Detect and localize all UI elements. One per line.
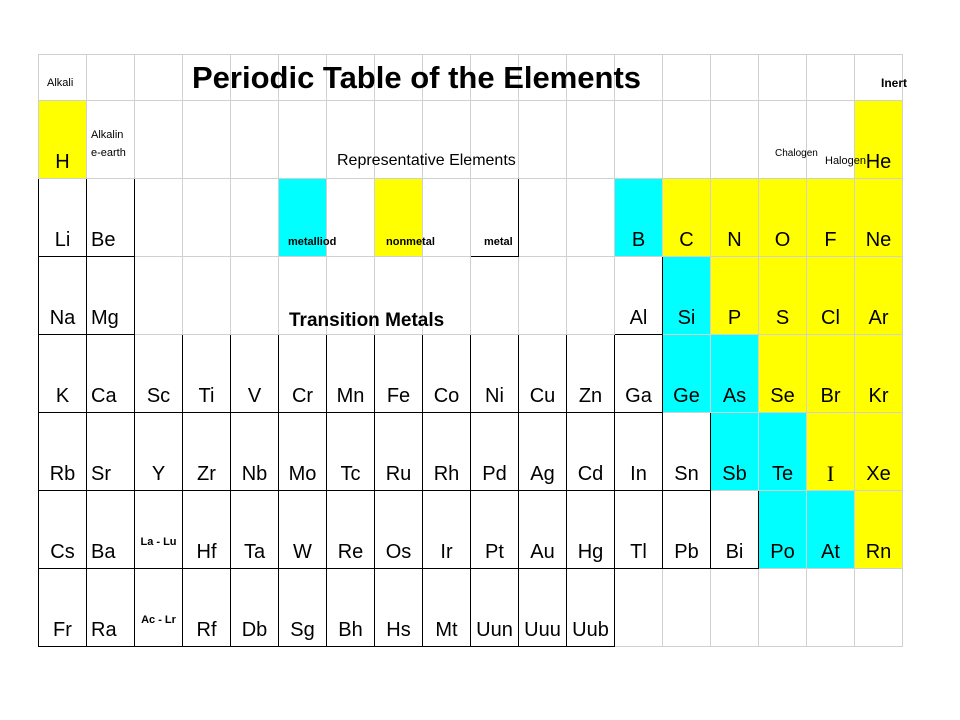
element-symbol: S bbox=[775, 307, 790, 329]
element-cell bbox=[615, 179, 663, 257]
element-symbol: Kr bbox=[868, 385, 889, 407]
element-cell bbox=[231, 413, 279, 491]
grid-cell bbox=[759, 55, 807, 101]
element-cell bbox=[87, 569, 135, 647]
element-symbol: Ru bbox=[385, 463, 412, 485]
element-symbol: Sn bbox=[674, 463, 699, 485]
grid-cell bbox=[711, 55, 759, 101]
element-symbol: Co bbox=[433, 385, 460, 407]
element-cell bbox=[855, 257, 903, 335]
element-symbol: Cd bbox=[577, 463, 604, 485]
element-symbol: Db bbox=[241, 619, 268, 641]
element-cell bbox=[711, 413, 759, 491]
element-symbol: Fe bbox=[386, 385, 411, 407]
element-cell bbox=[183, 413, 231, 491]
element-symbol: Mn bbox=[336, 385, 365, 407]
element-cell bbox=[375, 569, 423, 647]
element-cell bbox=[711, 257, 759, 335]
element-cell bbox=[615, 413, 663, 491]
element-symbol: Uuu bbox=[524, 619, 561, 641]
element-cell bbox=[567, 491, 615, 569]
grid-cell bbox=[135, 101, 183, 179]
grid-cell bbox=[519, 179, 567, 257]
element-symbol: Ta bbox=[243, 541, 266, 563]
element-symbol: As bbox=[722, 385, 747, 407]
element-cell bbox=[807, 257, 855, 335]
element-cell bbox=[375, 491, 423, 569]
element-symbol: Rf bbox=[196, 619, 217, 641]
element-cell bbox=[39, 335, 87, 413]
element-cell bbox=[711, 491, 759, 569]
grid-cell bbox=[519, 101, 567, 179]
legend-metal-label: metal bbox=[484, 236, 513, 248]
grid-cell bbox=[567, 257, 615, 335]
element-cell bbox=[567, 335, 615, 413]
element-symbol: O bbox=[774, 229, 791, 251]
element-symbol: La - Lu bbox=[140, 536, 177, 548]
element-cell bbox=[663, 335, 711, 413]
element-cell bbox=[183, 569, 231, 647]
grid-cell bbox=[759, 101, 807, 179]
element-cell bbox=[87, 335, 135, 413]
grid-cell bbox=[807, 569, 855, 647]
element-symbol: Ra bbox=[91, 619, 117, 641]
element-cell bbox=[279, 569, 327, 647]
group-label-inert: Inert bbox=[881, 76, 908, 90]
element-cell bbox=[327, 335, 375, 413]
element-symbol: Ne bbox=[865, 229, 892, 251]
element-cell bbox=[87, 179, 135, 257]
element-symbol: Be bbox=[91, 229, 116, 251]
grid-cell bbox=[135, 179, 183, 257]
element-cell bbox=[711, 335, 759, 413]
grid-cell bbox=[471, 257, 519, 335]
element-cell bbox=[807, 491, 855, 569]
element-symbol: Cs bbox=[50, 541, 75, 563]
element-symbol: Po bbox=[770, 541, 795, 563]
element-cell bbox=[423, 491, 471, 569]
element-cell bbox=[87, 413, 135, 491]
element-cell bbox=[615, 335, 663, 413]
element-cell bbox=[519, 491, 567, 569]
element-cell bbox=[135, 413, 183, 491]
element-symbol: Pb bbox=[674, 541, 699, 563]
element-symbol: Sc bbox=[146, 385, 171, 407]
element-cell bbox=[327, 491, 375, 569]
element-cell bbox=[423, 335, 471, 413]
element-cell bbox=[39, 101, 87, 179]
grid-cell bbox=[663, 101, 711, 179]
element-symbol: P bbox=[727, 307, 742, 329]
element-cell bbox=[39, 257, 87, 335]
grid-cell bbox=[231, 257, 279, 335]
grid-cell bbox=[231, 101, 279, 179]
group-label-halogen: Halogen bbox=[825, 155, 866, 167]
grid-cell bbox=[87, 55, 135, 101]
element-cell bbox=[423, 569, 471, 647]
element-symbol: Sb bbox=[722, 463, 747, 485]
element-symbol: C bbox=[679, 229, 694, 251]
grid-cell bbox=[279, 101, 327, 179]
grid-cell bbox=[135, 257, 183, 335]
element-cell bbox=[759, 413, 807, 491]
element-cell bbox=[183, 335, 231, 413]
element-symbol: Tc bbox=[340, 463, 361, 485]
element-cell bbox=[519, 335, 567, 413]
grid-cell bbox=[759, 569, 807, 647]
element-cell bbox=[759, 257, 807, 335]
element-cell bbox=[759, 179, 807, 257]
transition-metals-label: Transition Metals bbox=[289, 310, 445, 331]
element-symbol: Rb bbox=[49, 463, 76, 485]
grid-cell bbox=[711, 569, 759, 647]
grid-cell bbox=[615, 569, 663, 647]
element-symbol: Cl bbox=[821, 307, 840, 329]
element-symbol: Re bbox=[337, 541, 364, 563]
element-symbol: At bbox=[821, 541, 840, 563]
group-label-alkali: Alkali bbox=[47, 77, 74, 89]
element-cell bbox=[327, 413, 375, 491]
element-cell bbox=[711, 179, 759, 257]
element-symbol: Nb bbox=[241, 463, 268, 485]
element-symbol: Uun bbox=[476, 619, 513, 641]
element-symbol: F bbox=[824, 229, 837, 251]
element-symbol: He bbox=[865, 151, 892, 173]
element-symbol: Zn bbox=[578, 385, 603, 407]
element-symbol: Fr bbox=[53, 619, 72, 641]
page-title: Periodic Table of the Elements bbox=[192, 60, 642, 95]
element-cell bbox=[135, 491, 183, 569]
element-symbol: Te bbox=[771, 463, 794, 485]
element-cell bbox=[135, 335, 183, 413]
element-cell bbox=[87, 257, 135, 335]
element-cell bbox=[759, 335, 807, 413]
element-symbol: Mg bbox=[91, 307, 119, 329]
element-cell bbox=[855, 179, 903, 257]
element-cell bbox=[471, 569, 519, 647]
element-symbol: Sr bbox=[91, 463, 111, 485]
element-cell bbox=[807, 335, 855, 413]
element-cell bbox=[39, 179, 87, 257]
element-symbol: Sg bbox=[290, 619, 315, 641]
element-symbol: Rh bbox=[433, 463, 460, 485]
grid-cell bbox=[711, 101, 759, 179]
grid-cell bbox=[615, 101, 663, 179]
element-symbol: Tl bbox=[630, 541, 647, 563]
element-cell bbox=[471, 491, 519, 569]
grid-cell bbox=[183, 101, 231, 179]
element-cell bbox=[327, 569, 375, 647]
group-label-chalogen: Chalogen bbox=[775, 148, 818, 159]
element-symbol: Bi bbox=[725, 541, 744, 563]
element-cell bbox=[615, 491, 663, 569]
element-symbol: Ac - Lr bbox=[141, 614, 176, 626]
grid-cell bbox=[855, 569, 903, 647]
grid-cell bbox=[663, 569, 711, 647]
element-symbol: K bbox=[55, 385, 70, 407]
element-cell bbox=[663, 491, 711, 569]
representative-elements-label: Representative Elements bbox=[337, 152, 516, 169]
element-symbol: I bbox=[826, 461, 835, 486]
element-symbol: Ag bbox=[530, 463, 555, 485]
periodic-table-grid bbox=[38, 54, 903, 647]
element-symbol: Pd bbox=[482, 463, 507, 485]
element-cell bbox=[231, 491, 279, 569]
element-cell bbox=[759, 491, 807, 569]
element-cell bbox=[279, 413, 327, 491]
element-cell bbox=[135, 569, 183, 647]
element-symbol: Ni bbox=[485, 385, 504, 407]
element-symbol: B bbox=[631, 229, 646, 251]
element-symbol: Hf bbox=[196, 541, 217, 563]
grid-cell bbox=[519, 257, 567, 335]
element-symbol: Cr bbox=[291, 385, 314, 407]
grid-cell bbox=[135, 55, 183, 101]
element-cell bbox=[855, 335, 903, 413]
element-cell bbox=[471, 413, 519, 491]
grid-cell bbox=[183, 179, 231, 257]
element-cell bbox=[375, 413, 423, 491]
element-symbol: Hs bbox=[386, 619, 411, 641]
grid-cell bbox=[183, 257, 231, 335]
element-cell bbox=[519, 413, 567, 491]
element-symbol: Li bbox=[54, 229, 71, 251]
element-symbol: Cu bbox=[529, 385, 556, 407]
element-symbol: Ga bbox=[625, 385, 652, 407]
element-cell bbox=[231, 569, 279, 647]
element-cell bbox=[855, 491, 903, 569]
grid-cell bbox=[663, 55, 711, 101]
element-cell bbox=[231, 335, 279, 413]
element-cell bbox=[279, 335, 327, 413]
group-label-alkaline-earth-2: e-earth bbox=[91, 147, 126, 159]
element-symbol: Si bbox=[677, 307, 696, 329]
element-cell bbox=[663, 257, 711, 335]
element-cell bbox=[567, 569, 615, 647]
legend-nonmetal-label: nonmetal bbox=[386, 236, 435, 248]
element-symbol: Mo bbox=[288, 463, 317, 485]
element-symbol: Au bbox=[530, 541, 555, 563]
element-symbol: Os bbox=[385, 541, 412, 563]
element-symbol: Hg bbox=[577, 541, 604, 563]
element-symbol: Ge bbox=[673, 385, 700, 407]
element-symbol: V bbox=[247, 385, 262, 407]
legend-metalloid-label: metalliod bbox=[288, 236, 337, 248]
element-cell bbox=[519, 569, 567, 647]
element-symbol: In bbox=[630, 463, 647, 485]
element-symbol: W bbox=[293, 541, 312, 563]
element-symbol: N bbox=[727, 229, 742, 251]
element-cell bbox=[423, 413, 471, 491]
element-symbol: Na bbox=[49, 307, 76, 329]
element-cell bbox=[39, 569, 87, 647]
element-symbol: Ir bbox=[440, 541, 453, 563]
element-cell bbox=[39, 491, 87, 569]
element-symbol: Mt bbox=[435, 619, 458, 641]
grid-cell bbox=[567, 179, 615, 257]
element-symbol: Bh bbox=[338, 619, 363, 641]
element-symbol: Pt bbox=[485, 541, 504, 563]
element-cell bbox=[375, 335, 423, 413]
grid-cell bbox=[567, 101, 615, 179]
grid-cell bbox=[231, 179, 279, 257]
element-symbol: Zr bbox=[197, 463, 216, 485]
element-cell bbox=[471, 335, 519, 413]
element-symbol: Ar bbox=[868, 307, 889, 329]
element-cell bbox=[855, 413, 903, 491]
element-cell bbox=[183, 491, 231, 569]
element-symbol: Ba bbox=[91, 541, 116, 563]
element-symbol: Al bbox=[629, 307, 648, 329]
element-cell bbox=[615, 257, 663, 335]
element-symbol: Xe bbox=[866, 463, 891, 485]
element-cell bbox=[807, 179, 855, 257]
element-cell bbox=[39, 413, 87, 491]
element-symbol: Ti bbox=[198, 385, 215, 407]
element-symbol: Rn bbox=[865, 541, 892, 563]
element-symbol: Y bbox=[151, 463, 166, 485]
element-symbol: Uub bbox=[572, 619, 609, 641]
element-cell bbox=[279, 491, 327, 569]
element-symbol: H bbox=[55, 151, 70, 173]
element-cell bbox=[567, 413, 615, 491]
element-cell bbox=[807, 413, 855, 491]
group-label-alkaline-earth-1: Alkalin bbox=[91, 129, 124, 141]
element-symbol: Br bbox=[820, 385, 841, 407]
element-symbol: Ca bbox=[91, 385, 117, 407]
element-cell bbox=[663, 179, 711, 257]
element-cell bbox=[663, 413, 711, 491]
element-symbol: Se bbox=[770, 385, 795, 407]
element-cell bbox=[87, 491, 135, 569]
grid-cell bbox=[807, 55, 855, 101]
